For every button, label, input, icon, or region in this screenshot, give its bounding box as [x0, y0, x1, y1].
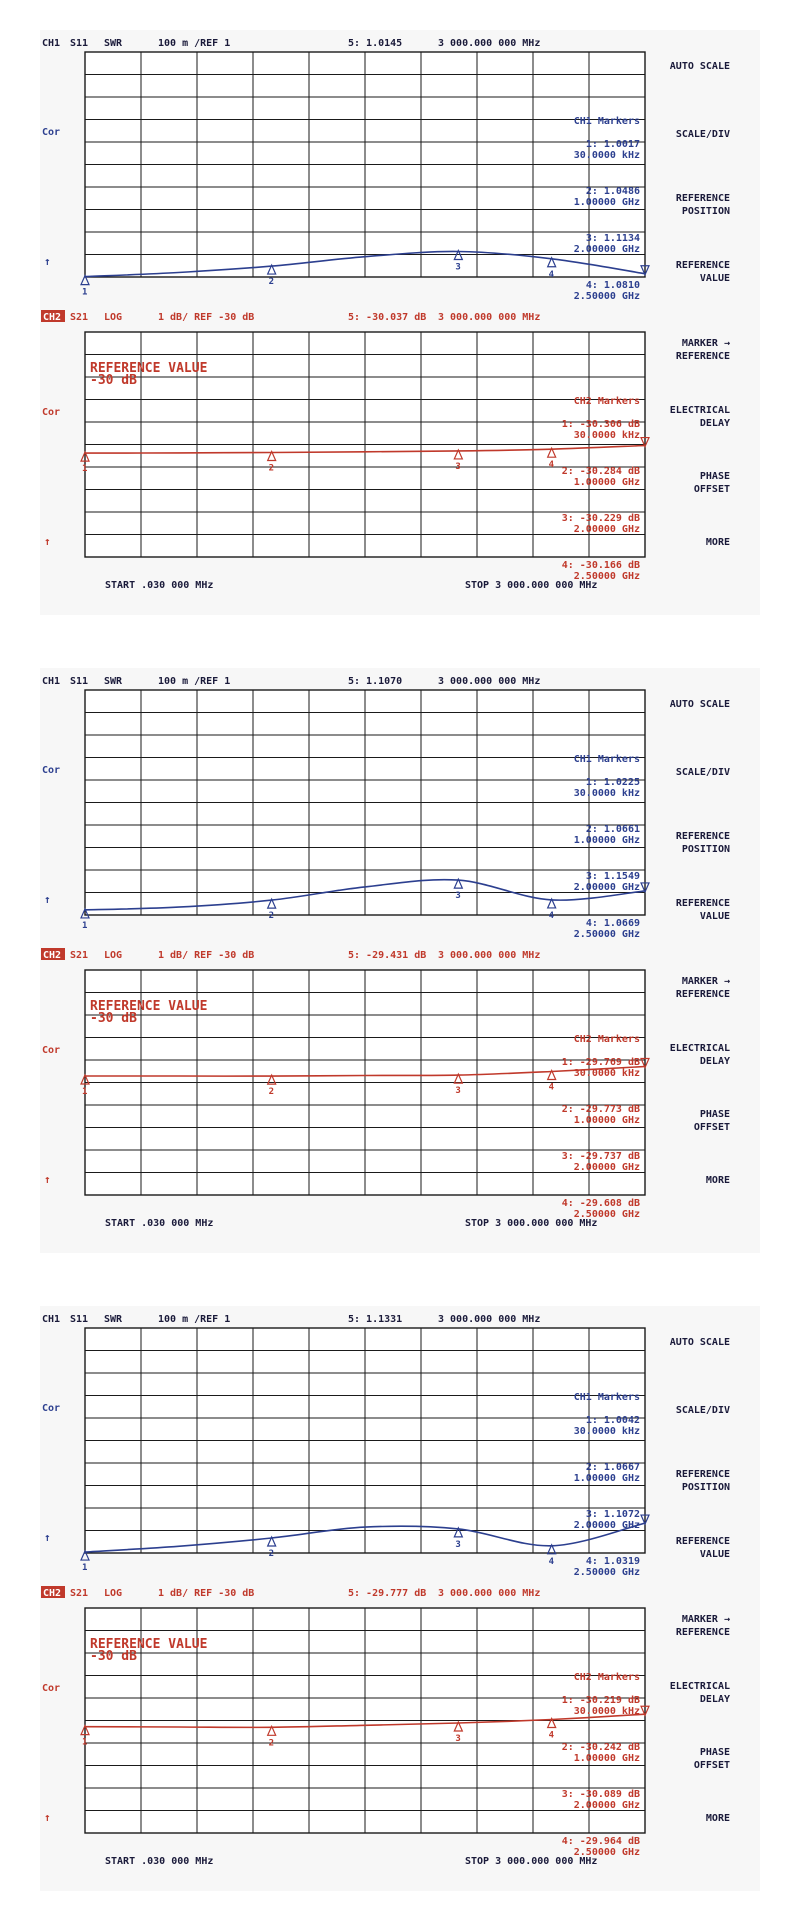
softkey-label: PHASE — [699, 1747, 730, 1758]
softkey-label: MARKER → — [681, 1614, 730, 1625]
ch1-marker-freq: 1.00000 GHz — [573, 835, 640, 846]
ch1-marker-freq: 2.00000 GHz — [573, 1520, 640, 1531]
softkey-7[interactable] — [694, 1109, 730, 1133]
softkey-1[interactable] — [670, 699, 730, 710]
ch2-header-text: S21 — [70, 1588, 89, 1599]
ch2-header-text: S21 — [70, 950, 89, 961]
ch1-marker-value: 1: 1.0042 — [585, 1415, 640, 1426]
softkey-1[interactable] — [670, 61, 730, 72]
ch1-header-text: 5: 1.1331 — [348, 1314, 403, 1325]
ch2-header-text: 1 dB/ REF -30 dB — [158, 312, 255, 323]
stop-frequency: STOP 3 000.000 000 MHz — [465, 1218, 598, 1229]
ch1-marker-num: 1 — [82, 920, 88, 931]
softkey-label: MORE — [705, 1175, 730, 1186]
ch1-cor-label: Cor — [42, 1403, 61, 1414]
ch1-cor-label: Cor — [42, 765, 61, 776]
ch2-marker-value: 2: -30.284 dB — [561, 466, 640, 477]
ch2-marker-num: 1 — [82, 1737, 88, 1748]
ch2-header-text: CH2 — [43, 1588, 62, 1599]
ch2-marker-num: 3 — [455, 1086, 461, 1097]
softkey-label-2: OFFSET — [693, 1122, 730, 1133]
ch2-marker-freq: 2.00000 GHz — [573, 1162, 640, 1173]
ch1-marker-num: 4 — [548, 910, 555, 921]
ch2-header-text: 3 000.000 000 MHz — [438, 1588, 541, 1599]
analyzer-screen-2 — [40, 668, 760, 1253]
softkey-label-2: DELAY — [699, 1694, 730, 1705]
softkey-2[interactable] — [676, 129, 730, 140]
softkey-8[interactable] — [706, 1813, 730, 1824]
ch1-marker-freq: 30.0000 kHz — [573, 788, 640, 799]
ch1-marker-value: 4: 1.0669 — [585, 918, 640, 929]
ch1-header-text: SWR — [104, 1314, 123, 1325]
ch1-header-text: CH1 — [42, 38, 61, 49]
softkey-6[interactable] — [670, 1681, 730, 1705]
softkey-label: REFERENCE — [675, 193, 730, 204]
softkey-label: REFERENCE — [675, 831, 730, 842]
ch1-header-text: 3 000.000 000 MHz — [438, 676, 541, 687]
ch1-header-text: SWR — [104, 676, 123, 687]
ch1-ref-arrow: ↑ — [44, 1531, 51, 1544]
ch2-marker-freq: 2.50000 GHz — [573, 1209, 640, 1220]
softkey-label-2: OFFSET — [693, 1760, 730, 1771]
softkey-label: MARKER → — [681, 976, 730, 987]
ch1-marker-num: 3 — [455, 891, 461, 902]
analyzer-plot-3 — [40, 1306, 760, 1891]
softkey-4[interactable] — [676, 898, 730, 922]
ch1-header-text: S11 — [70, 676, 89, 687]
ref-value-annotation: REFERENCE VALUE — [90, 999, 208, 1014]
softkey-8[interactable] — [706, 537, 730, 548]
ch2-marker-value: 2: -30.242 dB — [561, 1742, 640, 1753]
ch1-marker-freq: 2.00000 GHz — [573, 244, 640, 255]
ch1-header-text: 100 m /REF 1 — [158, 38, 231, 49]
ch2-header-text: LOG — [104, 1588, 123, 1599]
ch2-header-text: LOG — [104, 312, 123, 323]
ch1-marker-freq: 2.50000 GHz — [573, 291, 640, 302]
softkey-3[interactable] — [676, 1469, 730, 1493]
ch1-markers-title: CH1 Markers — [573, 754, 640, 765]
ref-value-annotation: REFERENCE VALUE — [90, 1637, 208, 1652]
ch2-markers-title: CH2 Markers — [573, 1034, 640, 1045]
ch1-cor-label: Cor — [42, 127, 61, 138]
ch1-marker-value: 2: 1.0667 — [585, 1462, 640, 1473]
stop-frequency: STOP 3 000.000 000 MHz — [465, 580, 598, 591]
softkey-3[interactable] — [676, 193, 730, 217]
ch1-marker-value: 3: 1.1549 — [585, 871, 640, 882]
ch1-marker-num: 4 — [548, 1556, 555, 1567]
ch1-marker-value: 3: 1.1134 — [585, 233, 640, 244]
start-frequency: START .030 000 MHz — [105, 580, 214, 591]
ch1-ref-arrow: ↑ — [44, 893, 51, 906]
softkey-2[interactable] — [676, 1405, 730, 1416]
softkey-7[interactable] — [694, 1747, 730, 1771]
ch1-marker-value: 2: 1.0486 — [585, 186, 640, 197]
softkey-3[interactable] — [676, 831, 730, 855]
ch2-marker-freq: 1.00000 GHz — [573, 1753, 640, 1764]
ch2-marker-freq: 2.50000 GHz — [573, 571, 640, 582]
ch2-ref-arrow: ↑ — [44, 1811, 51, 1824]
softkey-label: REFERENCE — [675, 1536, 730, 1547]
ch2-marker-freq: 1.00000 GHz — [573, 477, 640, 488]
ch2-marker-num: 2 — [268, 1087, 275, 1098]
ch2-marker-freq: 30.0000 kHz — [573, 1706, 640, 1717]
ch1-header-text: S11 — [70, 38, 89, 49]
softkey-label: ELECTRICAL — [669, 1043, 730, 1054]
ch1-marker-freq: 2.50000 GHz — [573, 929, 640, 940]
ch2-marker-num: 3 — [455, 1734, 461, 1745]
ch2-marker-value: 3: -29.737 dB — [561, 1151, 640, 1162]
ch2-marker-value: 4: -30.166 dB — [561, 560, 640, 571]
softkey-7[interactable] — [694, 471, 730, 495]
ch1-markers-title: CH1 Markers — [573, 1392, 640, 1403]
ch1-ref-arrow: ↑ — [44, 255, 51, 268]
ch1-header-text: 5: 1.1070 — [348, 676, 403, 687]
ch2-marker-value: 4: -29.964 dB — [561, 1836, 640, 1847]
softkey-label: SCALE/DIV — [675, 1405, 730, 1416]
ch1-marker-value: 3: 1.1072 — [585, 1509, 640, 1520]
ch2-marker-value: 3: -30.229 dB — [561, 513, 640, 524]
start-frequency: START .030 000 MHz — [105, 1856, 214, 1867]
softkey-label: REFERENCE — [675, 1469, 730, 1480]
softkey-label: AUTO SCALE — [669, 1337, 730, 1348]
ch1-header-text: S11 — [70, 1314, 89, 1325]
analyzer-plot-1 — [40, 30, 760, 615]
ch2-marker-freq: 2.50000 GHz — [573, 1847, 640, 1858]
ch2-cor-label: Cor — [42, 1683, 61, 1694]
softkey-6[interactable] — [670, 405, 730, 429]
ch2-marker-freq: 1.00000 GHz — [573, 1115, 640, 1126]
ch2-marker-freq: 2.00000 GHz — [573, 524, 640, 535]
ch2-header-text: 5: -29.431 dB — [348, 950, 427, 961]
ch2-header-text: S21 — [70, 312, 89, 323]
ch2-header-text: LOG — [104, 950, 123, 961]
ch2-cor-label: Cor — [42, 407, 61, 418]
ch2-marker-freq: 2.00000 GHz — [573, 1800, 640, 1811]
softkey-1[interactable] — [670, 1337, 730, 1348]
ch2-marker-num: 3 — [455, 461, 461, 472]
softkey-6[interactable] — [670, 1043, 730, 1067]
softkey-label-2: POSITION — [681, 844, 730, 855]
ch1-marker-value: 4: 1.0319 — [585, 1556, 640, 1567]
ch1-header-text: 100 m /REF 1 — [158, 1314, 231, 1325]
ch1-marker-num: 2 — [268, 277, 275, 288]
softkey-label-2: REFERENCE — [675, 1627, 730, 1638]
ch2-markers-title: CH2 Markers — [573, 1672, 640, 1683]
ch2-header-text: 5: -30.037 dB — [348, 312, 427, 323]
softkey-label-2: VALUE — [699, 911, 730, 922]
ch1-marker-num: 1 — [82, 1563, 88, 1574]
softkey-label: MARKER → — [681, 338, 730, 349]
ch1-header-text: CH1 — [42, 676, 61, 687]
softkey-label-2: POSITION — [681, 206, 730, 217]
softkey-label-2: DELAY — [699, 418, 730, 429]
analyzer-screen-3 — [40, 1306, 760, 1891]
stop-frequency: STOP 3 000.000 000 MHz — [465, 1856, 598, 1867]
ch2-header-text: 5: -29.777 dB — [348, 1588, 427, 1599]
softkey-label: REFERENCE — [675, 898, 730, 909]
ch1-header-text: CH1 — [42, 1314, 61, 1325]
ch1-marker-num: 2 — [268, 911, 275, 922]
softkey-label: MORE — [705, 537, 730, 548]
softkey-label: PHASE — [699, 1109, 730, 1120]
ch2-marker-num: 4 — [548, 1730, 555, 1741]
ref-value-annotation-value: -30 dB — [90, 373, 137, 388]
ch2-header-text: 3 000.000 000 MHz — [438, 950, 541, 961]
softkey-label: SCALE/DIV — [675, 129, 730, 140]
softkey-label-2: VALUE — [699, 273, 730, 284]
softkey-label: AUTO SCALE — [669, 699, 730, 710]
ch1-marker-num: 2 — [268, 1548, 275, 1559]
softkey-2[interactable] — [676, 767, 730, 778]
softkey-4[interactable] — [676, 1536, 730, 1560]
ch2-marker-num: 1 — [82, 464, 88, 475]
ch1-header-text: 5: 1.0145 — [348, 38, 403, 49]
ch1-marker-num: 4 — [548, 269, 555, 280]
ch2-marker-value: 1: -29.769 dB — [561, 1057, 640, 1068]
softkey-label-2: POSITION — [681, 1482, 730, 1493]
ch1-header-text: 100 m /REF 1 — [158, 676, 231, 687]
ch1-marker-value: 4: 1.0810 — [585, 280, 640, 291]
ch1-header-text: 3 000.000 000 MHz — [438, 1314, 541, 1325]
ch1-marker-num: 1 — [82, 287, 88, 298]
softkey-label: PHASE — [699, 471, 730, 482]
ch1-marker-freq: 30.0000 kHz — [573, 1426, 640, 1437]
ch1-marker-num: 3 — [455, 1539, 461, 1550]
softkey-label: MORE — [705, 1813, 730, 1824]
ch1-marker-value: 2: 1.0661 — [585, 824, 640, 835]
softkey-label: AUTO SCALE — [669, 61, 730, 72]
softkey-label: REFERENCE — [675, 260, 730, 271]
start-frequency: START .030 000 MHz — [105, 1218, 214, 1229]
softkey-label: ELECTRICAL — [669, 405, 730, 416]
ch2-marker-freq: 30.0000 kHz — [573, 1068, 640, 1079]
softkey-label: ELECTRICAL — [669, 1681, 730, 1692]
softkey-5[interactable] — [676, 1614, 730, 1638]
ch1-marker-freq: 1.00000 GHz — [573, 1473, 640, 1484]
softkey-label-2: REFERENCE — [675, 989, 730, 1000]
ch2-header-text: CH2 — [43, 312, 62, 323]
softkey-label-2: DELAY — [699, 1056, 730, 1067]
ref-value-annotation-value: -30 dB — [90, 1649, 137, 1664]
ch2-marker-num: 2 — [268, 463, 275, 474]
ch1-marker-freq: 2.50000 GHz — [573, 1567, 640, 1578]
ch2-marker-value: 1: -30.306 dB — [561, 419, 640, 430]
ch2-marker-freq: 30.0000 kHz — [573, 430, 640, 441]
ch2-marker-num: 4 — [548, 460, 555, 471]
ch2-marker-num: 1 — [82, 1087, 88, 1098]
softkey-4[interactable] — [676, 260, 730, 284]
softkey-8[interactable] — [706, 1175, 730, 1186]
ch2-header-text: CH2 — [43, 950, 62, 961]
ch1-header-text: 3 000.000 000 MHz — [438, 38, 541, 49]
analyzer-plot-2 — [40, 668, 760, 1253]
ch2-marker-value: 4: -29.608 dB — [561, 1198, 640, 1209]
ch1-marker-num: 3 — [455, 262, 461, 273]
ch2-marker-value: 2: -29.773 dB — [561, 1104, 640, 1115]
ch2-ref-arrow: ↑ — [44, 535, 51, 548]
ch1-marker-value: 1: 1.0017 — [585, 139, 640, 150]
analyzer-screen-1 — [40, 30, 760, 615]
ch2-marker-value: 3: -30.089 dB — [561, 1789, 640, 1800]
ch2-ref-arrow: ↑ — [44, 1173, 51, 1186]
ref-value-annotation-value: -30 dB — [90, 1011, 137, 1026]
softkey-5[interactable] — [676, 976, 730, 1000]
ch1-header-text: SWR — [104, 38, 123, 49]
ch1-markers-title: CH1 Markers — [573, 116, 640, 127]
ch2-header-text: 1 dB/ REF -30 dB — [158, 1588, 255, 1599]
ch2-marker-num: 2 — [268, 1738, 275, 1749]
ch2-markers-title: CH2 Markers — [573, 396, 640, 407]
ch2-marker-value: 1: -30.219 dB — [561, 1695, 640, 1706]
softkey-label: SCALE/DIV — [675, 767, 730, 778]
softkey-label-2: OFFSET — [693, 484, 730, 495]
ch1-marker-freq: 2.00000 GHz — [573, 882, 640, 893]
ch1-marker-freq: 1.00000 GHz — [573, 197, 640, 208]
ch2-marker-num: 4 — [548, 1082, 555, 1093]
ch2-cor-label: Cor — [42, 1045, 61, 1056]
softkey-label-2: REFERENCE — [675, 351, 730, 362]
ch1-marker-freq: 30.0000 kHz — [573, 150, 640, 161]
softkey-label-2: VALUE — [699, 1549, 730, 1560]
ch2-header-text: 1 dB/ REF -30 dB — [158, 950, 255, 961]
ch2-header-text: 3 000.000 000 MHz — [438, 312, 541, 323]
ref-value-annotation: REFERENCE VALUE — [90, 361, 208, 376]
softkey-5[interactable] — [676, 338, 730, 362]
ch1-marker-value: 1: 1.0225 — [585, 777, 640, 788]
